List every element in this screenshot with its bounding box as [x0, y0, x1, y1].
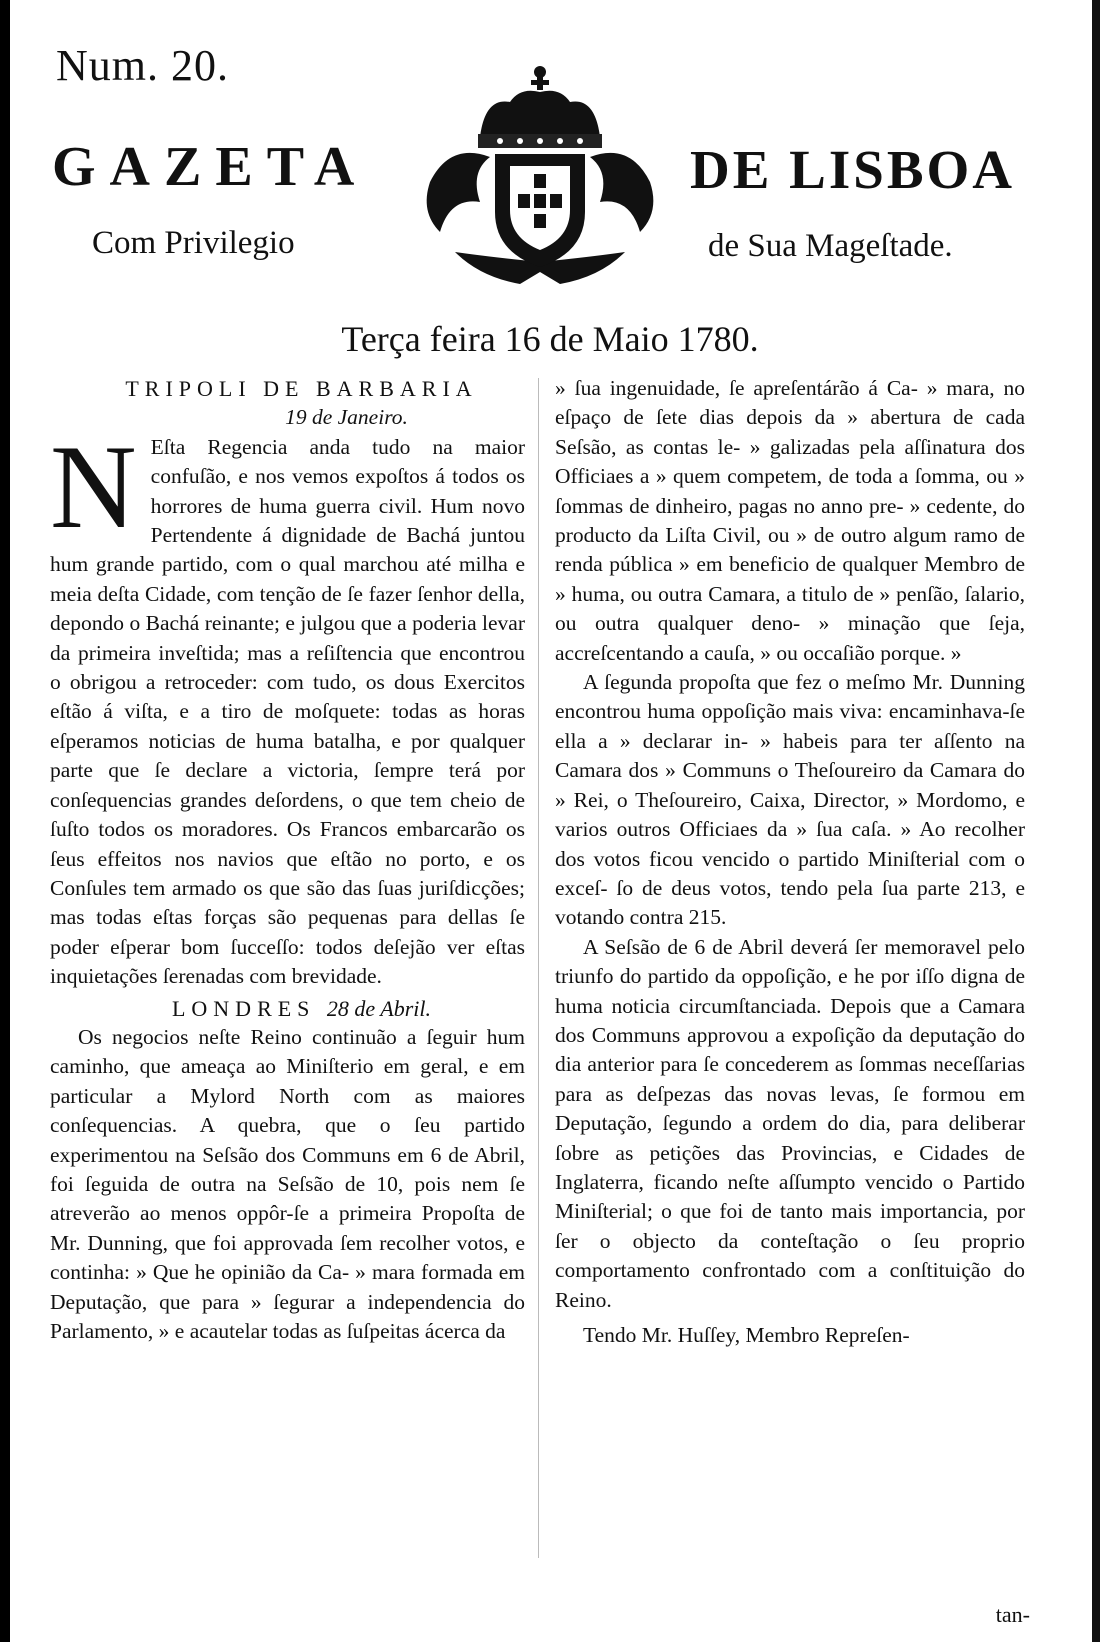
- issue-number: Num. 20.: [56, 41, 229, 90]
- catchword: tan-: [995, 1602, 1030, 1627]
- page-edge-right: [1092, 0, 1100, 1642]
- article-body-continued: » ſua ingenuidade, ſe apreſentárão á Ca- » mara, no eſpaço de ſete dias depois da » abertura de cada Seſsão, as contas le- » galizadas pela aſſinatura dos Officiaes a » quem competem, de toda a ſomma, ou » ſommas de dinheiro, pagas no anno pre- » cedente, do producto da Liſta Civil, ou » de outro algum ramo de renda pública » em beneficio de qualquer Membro de » huma, ou outra Camara, a titulo de » penſão, ſalario, ou outra qualquer deno- » minação que ſeja, accreſcentando a cauſa, » ou occaſião porque. »: [555, 376, 1025, 665]
- drop-cap: N: [50, 419, 137, 553]
- article-heading-londres-city: LONDRES: [171, 995, 316, 1021]
- left-column: [50, 374, 525, 1346]
- privilege-right: de Sua Mageſtade.: [708, 228, 953, 264]
- article-body-session: A Seſsão de 6 de Abril deverá ſer memoravel pelo triunfo do partido da oppoſição, e he por iſſo digna de huma noticia circumſtanciada. Depois que a Camara dos Communs approvou a expoſição da deputação do dia anterior para ſe concederem as ſommas neceſſarias para as deſpezas das novas levas, ſe formou em Deputação, ſegundo a ordem do dia, para deliberar ſobre as petições das Provincias, e Cidades de Inglaterra, ficando neſte aſſumpto vencido o Partido Miniſterial; o que foi de tanto mais importancia, por ſer o objecto da conteſtação o ſeu proprio comportamento confrontado com a conſtituição do Reino.: [555, 934, 1025, 1312]
- right-column: [555, 374, 1025, 1350]
- article-body-hussey: Tendo Mr. Huſſey, Membro Repreſen-: [583, 1323, 910, 1347]
- article-body-londres: Os negocios neſte Reino continuão a ſeguir hum caminho, que ameaça ao Miniſterio em geral, e em particular a Mylord North com as maiores conſequencias. A quebra, que o ſeu partido experimentou na Seſsão dos Communs em 6 de Abril, foi ſeguida de outra na Seſsão de 10, pois nem ſe atreverão ao menos oppôr-ſe a primeira Propoſta de Mr. Dunning, que foi approvada ſem recolher votos, e continha: » Que he opinião da Ca- » mara formada em Deputação, que para » ſegurar a independencia do Parlamento, » e acautelar todas as ſuſpeitas ácerca da: [50, 1024, 525, 1343]
- privilege-left: Com Privilegio: [92, 225, 295, 261]
- masthead-title-left: GAZETA: [52, 136, 369, 198]
- masthead-title-right: DE LISBOA: [690, 139, 1016, 200]
- article-heading-tripoli: TRIPOLI DE BARBARIA: [125, 376, 478, 401]
- article-heading-londres: [50, 994, 525, 1023]
- article-body-tripoli: Eſta Regencia anda tudo na maior confuſão, e nos vemos expoſtos á todos os horrores de huma guerra civil. Hum novo Pertendente á dignidade de Bachá juntou hum grande partido, com o qual marchou até milha e meia deſta Cidade, com tenção de ſe fazer ſenhor della, depondo o Bachá reinante; e julgou que a poderia levar da primeira inveſtida; mas a reſiſtencia que encontrou o obrigou a retroceder: com tudo, os dous Exercitos eſtão á viſta, e a tiro de moſquete: todas as horas eſperamos noticias de huma batalha, e por qualquer parte que ſe declare a victoria, ſempre terá por conſequencias grandes deſordens, o que tem cheio de ſuſto todos os moradores. Os Francos embarcarão os ſeus effeitos nos navios que eſtão no porto, e os Conſules tem armado os que são das ſuas juriſdicções; mas todas eſtas forças são pequenas para dellas ſe poder eſperar bom ſucceſſo: todos deſejão ver eſtas inquietações ſerenadas com brevidade.: [50, 434, 525, 989]
- page-edge-left: [0, 0, 10, 1642]
- royal-coat-of-arms-icon: [410, 62, 670, 292]
- article-dateline-londres: 28 de Abril.: [326, 995, 432, 1021]
- issue-date: Terça feira 16 de Maio 1780.: [341, 319, 759, 359]
- article-body-second-proposal: A ſegunda propoſta que fez o meſmo Mr. Dunning encontrou huma oppoſição mais viva: encaminhava-ſe ella a » declarar in- » habeis para ter aſſento na Camara dos » Communs o Theſoureiro da Camara do » Rei, o Theſoureiro, Caixa, Director, » Mordomo, e varios outros Officiaes da » ſua caſa. » Ao recolher dos votos ficou vencido o partido Miniſterial com o exceſ- ſo de deus votos, tendo pela ſua parte 213, e votando contra 215.: [555, 670, 1025, 930]
- article-dateline-tripoli: 19 de Janeiro.: [285, 405, 408, 430]
- column-divider: [538, 378, 539, 1558]
